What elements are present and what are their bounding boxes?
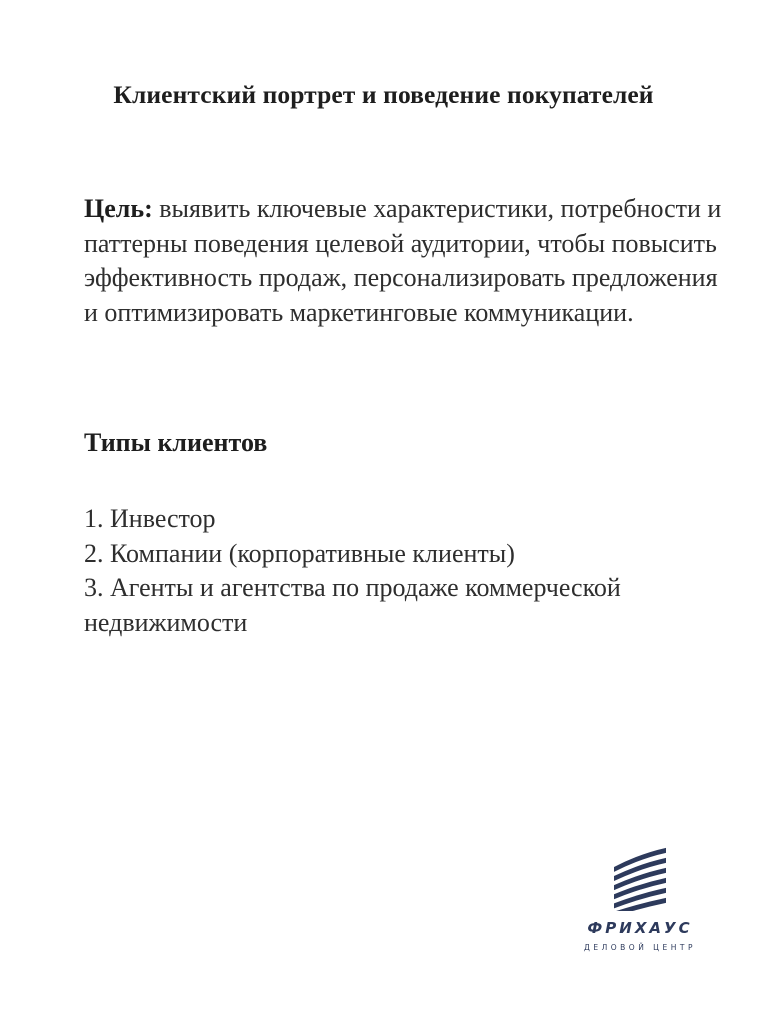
- goal-paragraph: [84, 192, 724, 330]
- building-stripes-icon: [610, 845, 670, 911]
- client-types-heading: Типы клиентов: [84, 428, 268, 457]
- goal-label: Цель:: [84, 194, 153, 223]
- logo-subtitle: ДЕЛОВОЙ ЦЕНТР: [584, 943, 696, 952]
- client-type-item: 1. Инвестор: [84, 504, 216, 533]
- client-type-item: 2. Компании (корпоративные клиенты): [84, 538, 515, 568]
- client-types-list: [84, 502, 724, 640]
- goal-text: выявить ключевые характеристики, потребности и паттерны поведения целевой аудитории, чтобы повысить эффективность продаж, персонализировать предложения и оптимизировать маркетинговые коммуникации.: [84, 194, 722, 327]
- page-title: Клиентский портрет и поведение покупателей: [113, 80, 654, 109]
- logo-name: ФРИХАУС: [587, 919, 693, 937]
- client-type-item: 3. Агенты и агентства по продаже коммерческой недвижимости: [84, 573, 621, 637]
- company-logo: [560, 845, 720, 965]
